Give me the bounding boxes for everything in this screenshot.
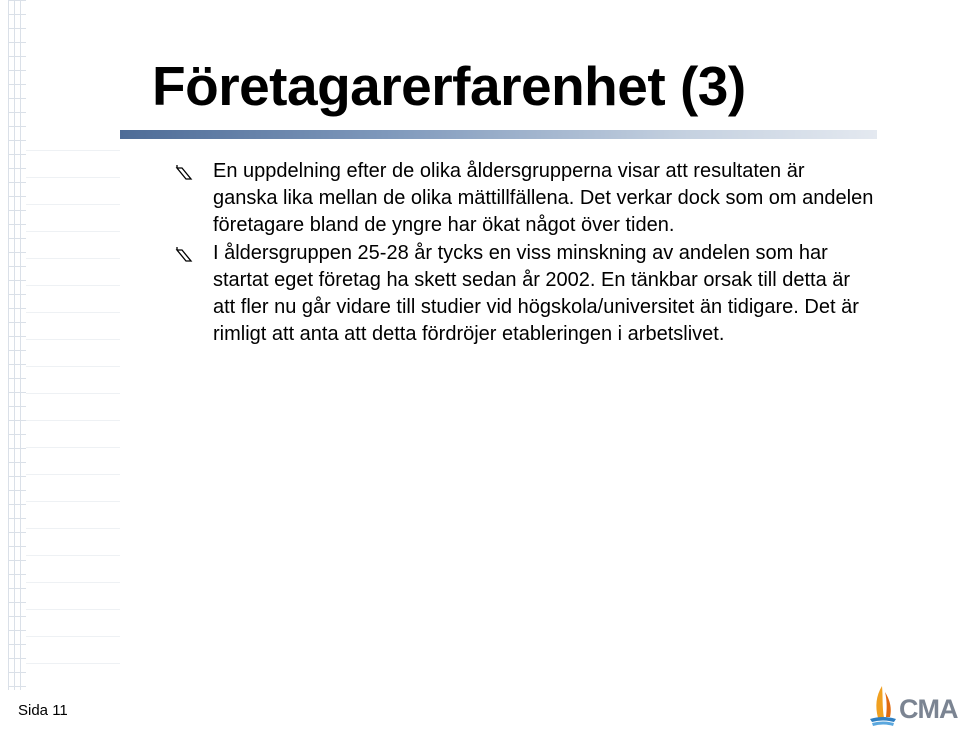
bullet-item	[174, 240, 874, 348]
faint-grid-decoration	[26, 150, 120, 690]
bullet-list	[174, 158, 874, 349]
cma-logo	[866, 684, 960, 728]
slide-title: Företagarerfarenhet (3)	[152, 55, 746, 117]
hollow-pointer-icon	[174, 245, 194, 265]
page-number: Sida 11	[18, 702, 68, 719]
hollow-pointer-icon	[174, 163, 194, 183]
title-underline	[120, 130, 877, 139]
bullet-item	[174, 158, 874, 239]
bullet-text: En uppdelning efter de olika åldersgrupperna visar att resultaten är ganska lika mellan de olika mättillfällena. Det verkar dock som om andelen företagare bland de yngre har ökat något över tiden.	[213, 160, 874, 236]
bullet-text: I åldersgruppen 25-28 år tycks en viss minskning av andelen som har startat eget företag ha skett sedan år 2002. En tänkbar orsak till detta är att fler nu går vidare till studier vid högskola/universitet än tidigare. Det är rimligt att anta att detta fördröjer etableringen i arbetslivet.	[213, 242, 859, 345]
cma-logo-icon	[866, 684, 900, 728]
left-grid-decoration	[8, 0, 26, 690]
logo-text: CMA	[899, 694, 958, 724]
